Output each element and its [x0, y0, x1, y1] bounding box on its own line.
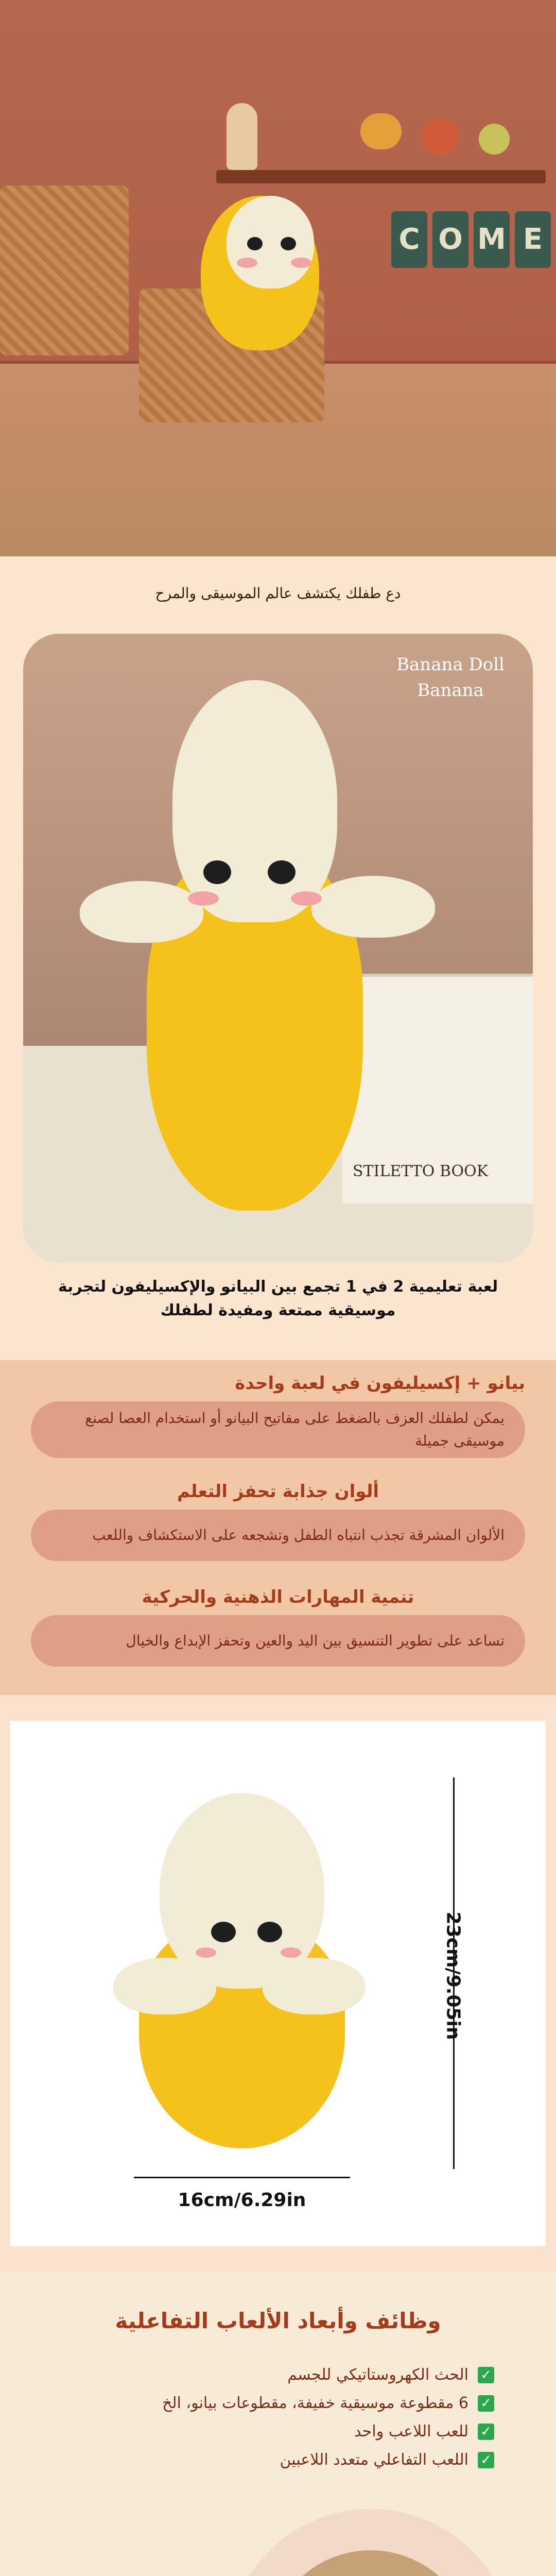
product-photo-card: [23, 634, 533, 1262]
benefit-text: تساعد على تطوير التنسيق بين اليد والعين وتحفز الإبداع والخيال: [31, 1615, 525, 1667]
letter-block: E: [515, 211, 551, 268]
peel-flap-right: [311, 876, 435, 938]
intro-headline: دع طفلك يكتشف عالم الموسيقى والمرح: [155, 585, 401, 602]
banana-eye-right: [257, 1922, 282, 1942]
features-section: [0, 2272, 556, 2576]
features-title: وظائف وأبعاد الألعاب التفاعلية: [115, 2308, 441, 2333]
peel-flap-left: [113, 1958, 216, 2014]
width-arrow: [134, 2177, 350, 2178]
banana-fruit: [172, 680, 337, 922]
banana-blush: [291, 258, 311, 268]
benefits-section: [0, 1360, 556, 1695]
hero-photo: [0, 0, 556, 556]
banana-blush: [188, 891, 219, 906]
wall-shelf: [216, 170, 546, 183]
banana-blush: [281, 1947, 301, 1958]
benefit-title: تنمية المهارات الذهنية والحركية: [142, 1587, 414, 1607]
flower-decoration: [422, 118, 458, 155]
benefit-text: يمكن لطفلك العزف بالضغط على مفاتيح البيانو أو استخدام العصا لصنع موسيقى جميلة: [31, 1401, 525, 1458]
banana-eye-left: [203, 860, 231, 884]
feature-item: [31, 2365, 494, 2385]
banana-fruit: [227, 196, 314, 289]
feature-text: اللعب التفاعلي متعدد اللاعبين: [280, 2451, 468, 2469]
benefit-title: ألوان جذابة تحفز التعلم: [177, 1481, 379, 1502]
book-title: STILETTO BOOK: [353, 1162, 489, 1180]
label-en-1: Banana Doll: [396, 654, 505, 675]
banana-eye-left: [211, 1922, 236, 1942]
banana-eye-right: [268, 860, 296, 884]
height-label: 23cm/9.05in: [442, 1911, 464, 2040]
letter-block: C: [391, 211, 427, 268]
checkmark-icon: ✓: [478, 2424, 494, 2440]
wicker-basket-left: [0, 185, 129, 355]
letter-block: O: [432, 211, 468, 268]
checkmark-icon: ✓: [478, 2452, 494, 2468]
feature-item: [31, 2450, 494, 2470]
checkmark-icon: ✓: [478, 2367, 494, 2383]
feature-item: [31, 2421, 494, 2442]
dimensions-section: [0, 1695, 556, 2272]
bird-decoration: [479, 124, 510, 155]
book: [342, 974, 533, 1204]
peel-flap-left: [80, 881, 203, 943]
label-en-2: Banana: [417, 680, 484, 701]
benefit-title: بيانو + إكسيليفون في لعبة واحدة: [235, 1373, 525, 1394]
peel-flap-right: [263, 1958, 366, 2014]
feature-item: [31, 2393, 494, 2414]
checkmark-icon: ✓: [478, 2395, 494, 2412]
width-label: 16cm/6.29in: [178, 2190, 306, 2211]
letter-block: M: [474, 211, 510, 268]
feature-text: 6 مقطوعة موسيقية خفيفة، مقطوعات بيانو، الخ: [162, 2394, 468, 2412]
feature-text: للعب اللاعب واحد: [354, 2422, 468, 2441]
banana-eye-left: [247, 237, 263, 250]
banana-eye-right: [281, 237, 296, 250]
banana-blush: [237, 258, 257, 268]
banana-blush: [196, 1947, 216, 1958]
banana-blush: [291, 891, 322, 906]
intro-description: لعبة تعليمية 2 في 1 تجمع بين البيانو والإكسيليفون لتجربة موسيقية ممتعة ومفيدة لطفلك: [58, 1278, 498, 1319]
bunny-decoration: [227, 103, 257, 170]
benefit-text: الألوان المشرقة تجذب انتباه الطفل وتشجعه على الاستكشاف واللعب: [31, 1510, 525, 1561]
butterfly-decoration: [360, 113, 402, 149]
intro-section: [0, 556, 556, 1360]
feature-text: الحث الكهروستاتيكي للجسم: [287, 2366, 468, 2384]
